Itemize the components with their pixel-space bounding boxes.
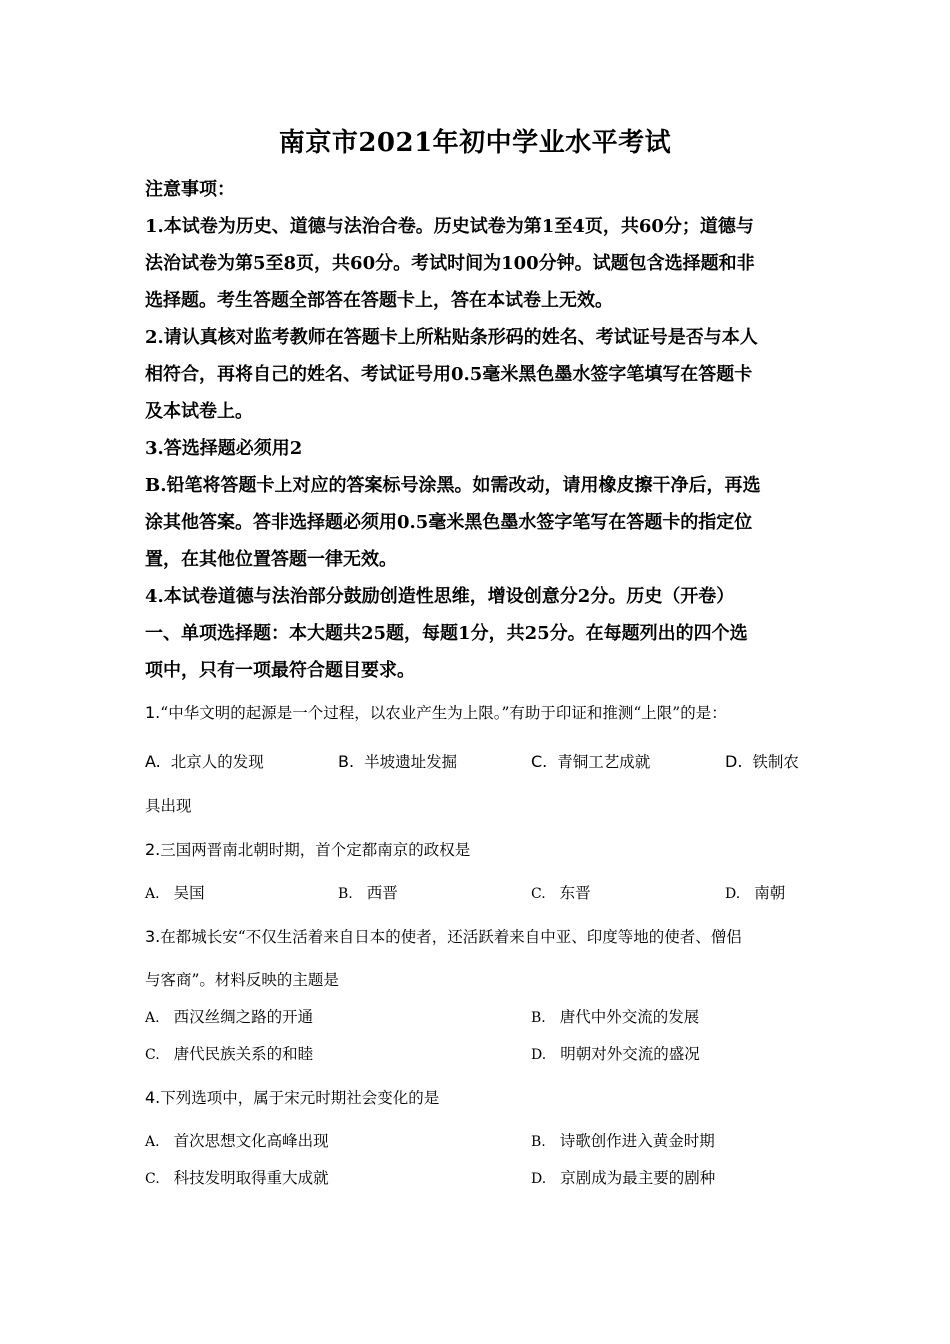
notice-line: 置，在其他位置答题一律无效。	[145, 549, 397, 570]
question-4-option-d: D. 京剧成为最主要的剧种	[531, 1169, 716, 1187]
question-1-stem	[145, 702, 815, 724]
question-3-option-a: A. 西汉丝绸之路的开通	[145, 1008, 314, 1026]
section-heading: 项中，只有一项最符合题目要求。	[145, 660, 415, 681]
question-2-option-b: B. 西晋	[338, 884, 398, 902]
question-number: 2.	[145, 840, 161, 859]
question-2-option-c: C. 东晋	[531, 884, 591, 902]
question-text: 在都城长安“不仅生活着来自日本的使者，还活跃着来自中亚、印度等地的使者、僧侣	[160, 928, 742, 946]
question-4-option-a: A. 首次思想文化高峰出现	[145, 1132, 329, 1150]
question-text: 下列选项中，属于宋元时期社会变化的是	[160, 1089, 440, 1107]
question-3-option-d: D. 明朝对外交流的盛况	[531, 1045, 700, 1063]
question-2-option-d: D. 南朝	[725, 884, 786, 902]
notice-section	[145, 171, 815, 689]
notice-line: B.铅笔将答题卡上对应的答案标号涂黑。如需改动，请用橡皮擦干净后，再选	[145, 475, 761, 496]
question-number: 4.	[145, 1088, 161, 1107]
notice-line: 2.请认真核对监考教师在答题卡上所粘贴条形码的姓名、考试证号是否与本人	[145, 327, 758, 348]
question-1-option-b: B. 半坡遗址发掘	[338, 752, 458, 771]
notice-line: 法治试卷为第5至8页，共60分。考试时间为100分钟。试题包含选择题和非	[145, 253, 755, 274]
notice-heading: 注意事项：	[145, 179, 235, 200]
question-text: 三国两晋南北朝时期，首个定都南京的政权是	[160, 841, 471, 859]
notice-line: 相符合，再将自己的姓名、考试证号用0.5毫米黑色墨水签字笔填写在答题卡	[145, 364, 753, 385]
question-text: “中华文明的起源是一个过程，以农业产生为上限。”有助于印证和推测“上限”的是：	[160, 704, 727, 722]
question-1-continuation: 具出现	[145, 797, 192, 815]
notice-line: 及本试卷上。	[145, 401, 253, 422]
question-3-stem	[145, 926, 815, 948]
notice-line: 涂其他答案。答非选择题必须用0.5毫米黑色墨水签字笔写在答题卡的指定位	[145, 512, 753, 533]
question-3-stem-continued: 与客商”。材料反映的主题是	[145, 971, 339, 989]
question-1-option-a: A. 北京人的发现	[145, 752, 264, 771]
question-4-stem	[145, 1087, 815, 1109]
question-3-option-b: B. 唐代中外交流的发展	[531, 1008, 700, 1026]
question-3-option-c: C. 唐代民族关系的和睦	[145, 1045, 314, 1063]
question-2-option-a: A. 吴国	[145, 884, 205, 902]
notice-line: 1.本试卷为历史、道德与法治合卷。历史试卷为第1至4页，共60分；道德与	[145, 216, 754, 237]
question-2-stem	[145, 839, 815, 861]
question-1-option-c: C. 青铜工艺成就	[531, 752, 651, 771]
notice-line: 选择题。考生答题全部答在答题卡上，答在本试卷上无效。	[145, 290, 613, 311]
question-1-option-d: D. 铁制农	[725, 752, 799, 771]
question-number: 1.	[145, 703, 161, 722]
question-4-option-c: C. 科技发明取得重大成就	[145, 1169, 329, 1187]
notice-line: 4.本试卷道德与法治部分鼓励创造性思维，增设创意分2分。历史（开卷）	[145, 586, 735, 607]
page-title: 南京市2021年初中学业水平考试	[278, 128, 672, 158]
section-heading: 一、单项选择题：本大题共25题，每题1分，共25分。在每题列出的四个选	[145, 623, 748, 644]
question-number: 3.	[145, 927, 161, 946]
question-4-option-b: B. 诗歌创作进入黄金时期	[531, 1132, 715, 1150]
notice-line: 3.答选择题必须用2	[145, 438, 303, 459]
